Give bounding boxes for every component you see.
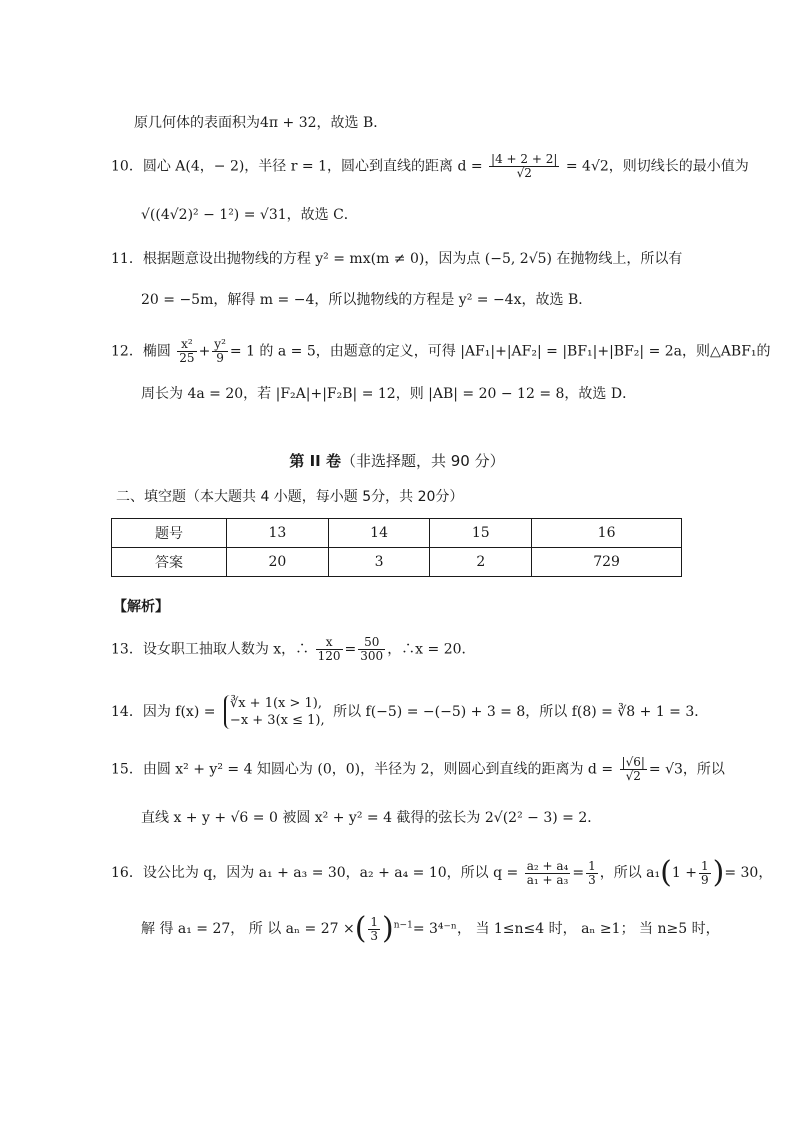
- item-10-line2: [141, 205, 358, 225]
- table-header-cell: 题号: [112, 519, 227, 548]
- fraction-numerator: 1: [700, 858, 709, 873]
- item-number: 12．: [111, 343, 143, 360]
- fraction: [212, 338, 228, 365]
- operator: =: [344, 641, 357, 658]
- table-cell: 20: [227, 548, 329, 577]
- item-15: [111, 756, 725, 783]
- fraction: [177, 338, 196, 365]
- piecewise-case: −x + 3(x ≤ 1),: [229, 713, 325, 728]
- piecewise-case: ∛x + 1(x > 1),: [229, 696, 323, 711]
- item-text: 根据题意设出抛物线的方程 y² = mx(m ≠ 0)，因为点 (−5, 2√5) 在抛物线上，所以有: [142, 251, 683, 267]
- fraction-denominator: 3: [588, 872, 596, 887]
- item-text: 设公比为 q，因为 a₁ + a₃ = 30，a₂ + a₄ = 10，所以 q =: [142, 865, 519, 881]
- right-paren: ): [382, 911, 394, 946]
- item-12-line2: [141, 384, 636, 404]
- fraction-numerator: y²: [214, 337, 226, 351]
- item-number: 14．: [111, 704, 143, 720]
- fraction-denominator: √2: [516, 166, 532, 180]
- fraction-denominator: √2: [625, 769, 641, 783]
- item-number: 11．: [111, 251, 143, 267]
- item-text: 圆心 A(4，− 2)，半径 r = 1，圆心到直线的距离 d =: [142, 158, 483, 175]
- fraction-denominator: 9: [216, 351, 224, 365]
- item-number: 15．: [111, 761, 143, 778]
- table-header-cell: 答案: [112, 548, 227, 577]
- fraction-numerator: x²: [177, 338, 196, 352]
- item-text: √((4√2)² − 1²) = √31，故选 C．: [141, 207, 358, 223]
- left-paren: (: [354, 911, 367, 946]
- item-15-line2: [141, 808, 601, 828]
- fraction-numerator: |√6|: [621, 755, 645, 769]
- fraction-denominator: 3: [370, 928, 379, 943]
- exponent: n−1: [393, 920, 413, 931]
- item-text: = 3⁴⁻ⁿ， 当 1≤n≤4 时， aₙ ≥1； 当 n≥5 时，: [412, 921, 720, 937]
- item-text: 设女职工抽取人数为 x，∴: [142, 641, 310, 658]
- item-13: [111, 636, 476, 663]
- item-text: ，∴x = 20．: [387, 641, 476, 658]
- item-16-line2: [141, 911, 720, 946]
- item-text: 周长为 4a = 20，若 |F₂A|+|F₂B| = 12，则 |AB| = 20 − 12 = 8，故选 D．: [141, 386, 637, 402]
- table-cell: 3: [328, 548, 430, 577]
- analysis-label: 【解析】: [113, 599, 169, 615]
- table-cell: 13: [227, 519, 329, 548]
- table-cell: 14: [328, 519, 430, 548]
- item-number: 16．: [111, 865, 143, 881]
- item-text: 直线 x + y + √6 = 0 被圆 x² + y² = 4 截得的弦长为 2√(2² − 3) = 2．: [141, 810, 602, 826]
- fraction-numerator: |4 + 2 + 2|: [491, 152, 558, 166]
- item-text: 解 得 a₁ = 27， 所 以 aₙ = 27 ×: [141, 921, 355, 937]
- operator: +: [198, 343, 211, 360]
- fraction: [368, 916, 380, 943]
- table-cell: 15: [430, 519, 532, 548]
- item-16: [111, 855, 773, 890]
- item-text: = 4√2，则切线长的最小值为: [565, 158, 749, 175]
- section-title-rest: （非选择题，共 90 分）: [340, 452, 505, 470]
- left-paren: (: [660, 855, 672, 890]
- item-text: 20 = −5m，解得 m = −4，所以抛物线的方程是 y² = −4x，故选 B．: [141, 292, 593, 308]
- fraction: [620, 756, 647, 783]
- item-text: 椭圆: [142, 343, 171, 360]
- fraction: [525, 860, 571, 887]
- operator: =: [572, 865, 585, 881]
- fraction-numerator: a₂ + a₄: [526, 858, 569, 873]
- fraction: [316, 636, 343, 663]
- item-text: ，所以 a₁: [599, 865, 661, 881]
- table-row: [112, 548, 682, 577]
- fraction: [699, 860, 711, 887]
- fraction-numerator: x: [316, 636, 343, 650]
- item-number: 10．: [111, 158, 143, 175]
- item-text: 因为 f(x) =: [142, 704, 216, 720]
- answer-table: [111, 518, 682, 577]
- section-title-bold: 第 II 卷: [289, 452, 341, 470]
- piecewise-brace: [224, 695, 325, 729]
- table-cell: 2: [430, 548, 532, 577]
- fraction-denominator: a₁ + a₃: [526, 872, 569, 887]
- item-number: 13．: [111, 641, 143, 658]
- fraction-denominator: 25: [179, 351, 195, 365]
- item-text: 由圆 x² + y² = 4 知圆心为 (0，0)，半径为 2，则圆心到直线的距离为 d =: [142, 761, 614, 778]
- item-text: = √3，所以: [648, 761, 725, 778]
- fraction-denominator: 300: [360, 649, 384, 663]
- table-row: [112, 519, 682, 548]
- paragraph-text: 原几何体的表面积为4π + 32，故选 B．: [134, 115, 388, 131]
- item-11: [111, 249, 682, 269]
- item-text: 1 +: [671, 865, 697, 881]
- right-paren: ): [712, 855, 725, 890]
- fraction-denominator: 120: [317, 649, 341, 663]
- item-text: 所以 f(−5) = −(−5) + 3 = 8，所以 f(8) = ∛8 + 1 = 3．: [333, 704, 709, 720]
- item-14: [111, 695, 708, 729]
- item-text: = 30，: [724, 865, 773, 881]
- table-cell: 729: [532, 548, 682, 577]
- fraction: [586, 860, 598, 887]
- fraction: [489, 153, 559, 180]
- section-subheading: 二、填空题（本大题共 4 小题，每小题 5分，共 20分）: [116, 489, 464, 505]
- item-12: [111, 338, 771, 365]
- fraction-numerator: 1: [588, 858, 596, 873]
- fraction-numerator: 50: [358, 636, 385, 650]
- item-11-line2: [141, 290, 592, 310]
- section-title: [0, 450, 794, 471]
- item-text: = 1 的 a = 5，由题意的定义，可得 |AF₁|+|AF₂| = |BF₁|+|BF₂| = 2a，则△ABF₁的: [229, 343, 771, 360]
- item-10: [111, 153, 749, 180]
- fraction: [358, 636, 385, 663]
- table-cell: 16: [532, 519, 682, 548]
- text-line: [134, 113, 387, 133]
- fraction-denominator: 9: [700, 872, 709, 887]
- fraction-numerator: 1: [370, 914, 379, 929]
